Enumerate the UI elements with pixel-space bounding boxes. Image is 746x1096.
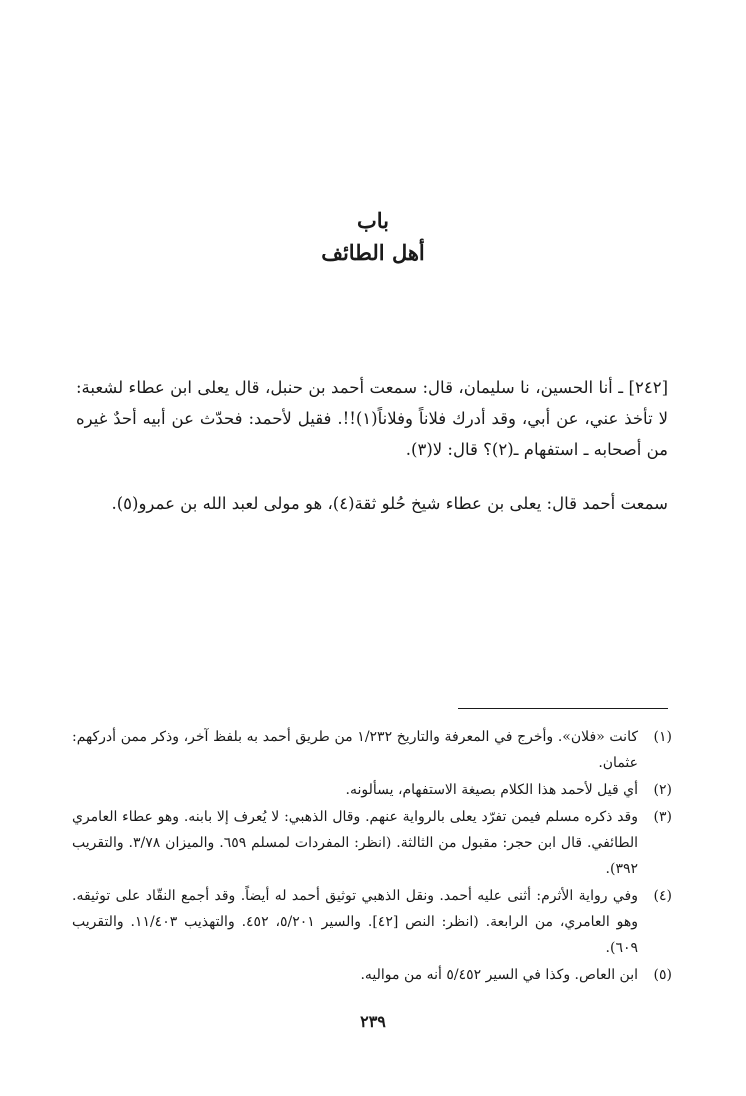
footnote-1 bbox=[72, 724, 672, 776]
footnote-text: وقد ذكره مسلم فيمن تفرّد يعلى بالرواية عنهم. وقال الذهبي: لا يُعرف إلا بابنه. وهو عطاء العامري الطائفي. قال ابن حجر: مقبول من الثالثة. (انظر: المفردات لمسلم ٦٥٩. والميزان ٣/٧٨. والتقريب ٣٩٢). bbox=[72, 809, 638, 877]
chapter-title: أهل الطائف bbox=[321, 240, 425, 265]
footnote-number: (٣) bbox=[653, 809, 672, 825]
footnote-text: وفي رواية الأثرم: أثنى عليه أحمد. ونقل الذهبي توثيق أحمد له أيضاً. وقد أجمع النقّاد على توثيقه. وهو العامري، من الرابعة. (انظر: النص [٤٢]. والسير ٥/٢٠١، ٤٥٢. والتهذيب ١١/٤٠٣. والتقريب ٦٠٩). bbox=[72, 888, 639, 956]
page-number: ٢٣٩ bbox=[360, 1012, 386, 1031]
paragraph-242: [٢٤٢] ـ أنا الحسين، نا سليمان، قال: سمعت أحمد بن حنبل، قال يعلى ابن عطاء لشعبة: لا تأخذ عني، عن أبي، وقد أدرك فلاناً وفلاناً(١)!!. فقيل لأحمد: فحدّث عن أبيه أحدٌ غيره من أصحابه ـ استفهام ـ(٢)؟ قال: لا(٣). bbox=[76, 378, 668, 459]
footnote-3 bbox=[72, 804, 672, 882]
footnote-text: أي قيل لأحمد هذا الكلام بصيغة الاستفهام، يسألونه. bbox=[345, 782, 638, 798]
footnote-text: ابن العاص. وكذا في السير ٥/٤٥٢ أنه من مواليه. bbox=[360, 967, 638, 983]
footnote-number: (١) bbox=[653, 729, 672, 745]
chapter-label: باب bbox=[356, 208, 389, 233]
footnote-number: (٥) bbox=[653, 967, 672, 983]
footnote-4 bbox=[72, 883, 672, 961]
footnotes bbox=[72, 724, 672, 989]
footnote-number: (٤) bbox=[653, 888, 672, 904]
footnote-number: (٢) bbox=[653, 782, 672, 798]
footnote-text: كانت «فلان». وأخرج في المعرفة والتاريخ ١/٢٣٢ من طريق أحمد به بلفظ آخر، وذكر ممن أدركهم: عثمان. bbox=[72, 729, 638, 771]
footnote-5 bbox=[72, 962, 672, 988]
footnote-2 bbox=[72, 777, 672, 803]
footnote-separator bbox=[458, 708, 668, 709]
paragraph-yala: سمعت أحمد قال: يعلى بن عطاء شيخ حُلو ثقة(٤)، هو مولى لعبد الله بن عمرو(٥). bbox=[111, 494, 668, 513]
